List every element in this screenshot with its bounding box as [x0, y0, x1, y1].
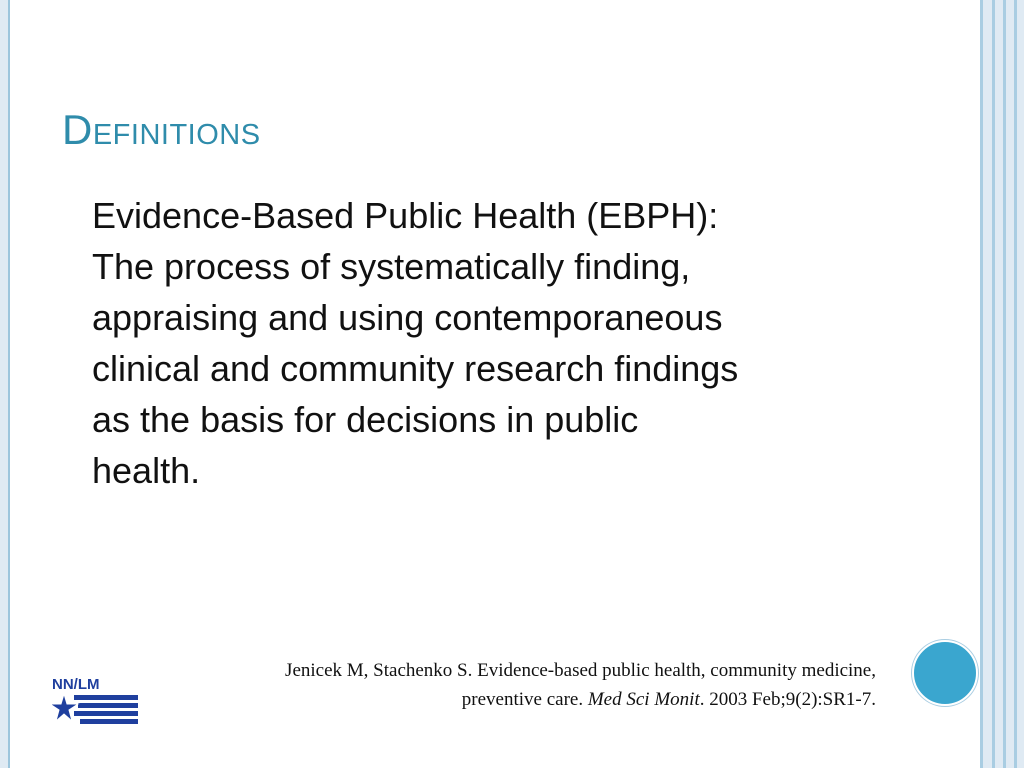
nnlm-logo-icon — [52, 676, 138, 726]
definition-line: Evidence-Based Public Health (EBPH): — [92, 195, 719, 236]
definition-line: health. — [92, 450, 201, 491]
definition-line: clinical and community research findings — [92, 348, 739, 389]
definition-line: The process of systematically finding, — [92, 246, 691, 287]
definition-body — [92, 190, 882, 496]
logo-text: NN/LM — [52, 676, 100, 693]
citation — [285, 656, 876, 714]
citation-journal: Med Sci Monit — [587, 689, 700, 710]
citation-prefix: preventive care. — [461, 689, 588, 710]
definition-line: appraising and using contemporaneous — [92, 297, 723, 338]
right-decorative-stripes — [976, 0, 1024, 768]
citation-line-2 — [285, 685, 876, 714]
decorative-circle — [912, 640, 978, 706]
left-decorative-bar — [0, 0, 10, 768]
slide-title: Definitions — [62, 106, 261, 153]
citation-suffix: . 2003 Feb;9(2):SR1-7. — [699, 689, 876, 710]
citation-line-1: Jenicek M, Stachenko S. Evidence-based public health, community medicine, — [285, 660, 876, 681]
definition-line: as the basis for decisions in public — [92, 399, 639, 440]
